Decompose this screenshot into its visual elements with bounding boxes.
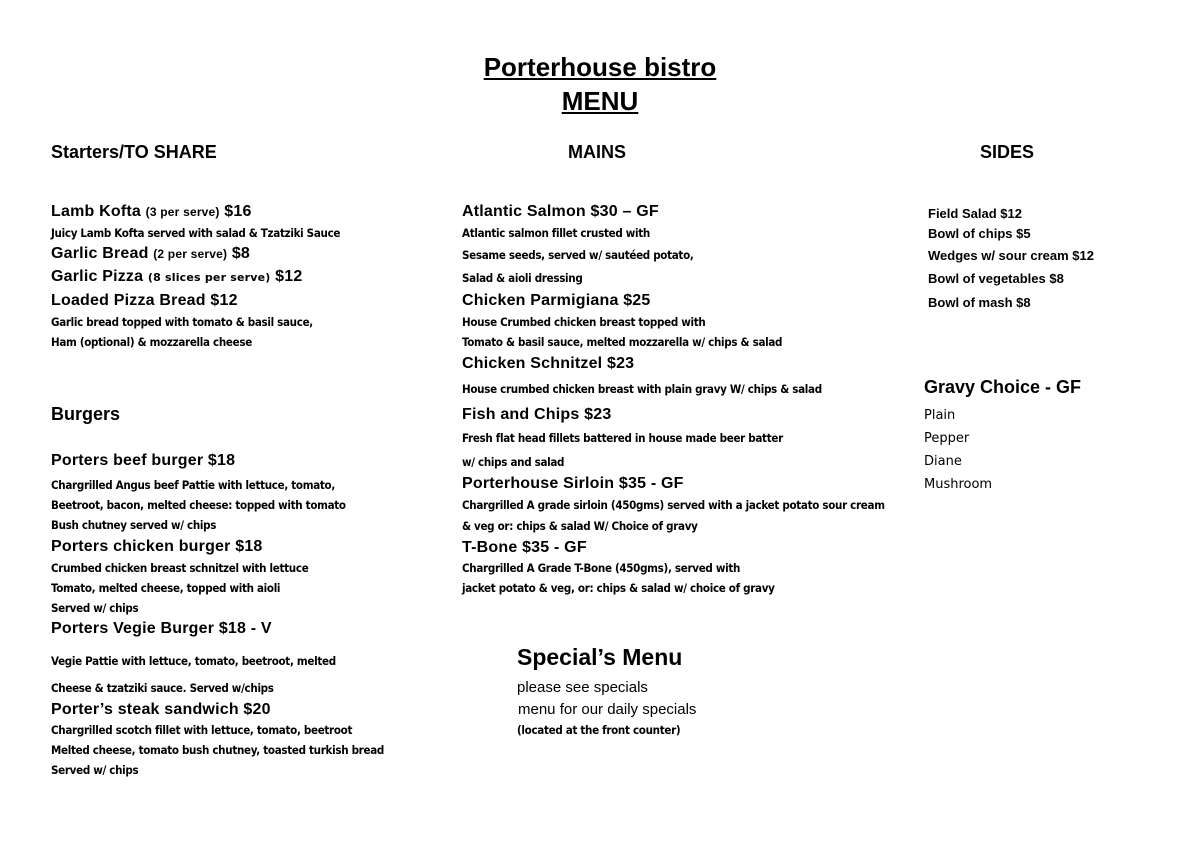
parmigiana-item: Chicken Parmigiana $25 — [462, 292, 651, 309]
beef-burger-desc-2: Beetroot, bacon, melted cheese: topped with tomato — [51, 498, 346, 512]
gravy-heading: Gravy Choice - GF — [924, 377, 1082, 397]
lamb-kofta-name: Lamb Kofta — [51, 203, 146, 220]
fish-chips-item: Fish and Chips $23 — [462, 406, 612, 423]
vegie-burger-desc-1: Vegie Pattie with lettuce, tomato, beetroot, melted — [51, 654, 336, 668]
loaded-pizza-desc-1: Garlic bread topped with tomato & basil sauce, — [51, 315, 313, 329]
chicken-burger-desc-3: Served w/ chips — [51, 601, 139, 615]
side-item: Bowl of vegetables $8 — [928, 271, 1064, 286]
schnitzel-item: Chicken Schnitzel $23 — [462, 355, 635, 372]
garlic-pizza-note: (8 slices per serve) — [147, 271, 271, 284]
restaurant-title: Porterhouse bistro — [483, 52, 717, 82]
parmigiana-desc-2: Tomato & basil sauce, melted mozzarella w/ chips & salad — [462, 335, 783, 349]
parmigiana-desc-1: House Crumbed chicken breast topped with — [462, 315, 706, 329]
garlic-bread-note: (2 per serve) — [153, 247, 228, 261]
beef-burger-item: Porters beef burger $18 — [51, 452, 236, 469]
tbone-item: T-Bone $35 - GF — [462, 539, 587, 556]
menu-title: MENU — [561, 86, 639, 116]
garlic-bread-name: Garlic Bread — [51, 245, 154, 262]
specials-line-2: menu for our daily specials — [518, 701, 697, 718]
fish-chips-desc-2: w/ chips and salad — [462, 455, 565, 469]
vegie-burger-item: Porters Vegie Burger $18 - V — [51, 620, 272, 637]
loaded-pizza-item: Loaded Pizza Bread $12 — [51, 292, 238, 309]
side-item: Bowl of mash $8 — [928, 295, 1031, 310]
garlic-bread-price: $8 — [227, 245, 251, 262]
side-item: Wedges w/ sour cream $12 — [928, 248, 1094, 263]
chicken-burger-desc-2: Tomato, melted cheese, topped with aioli — [51, 581, 281, 595]
beef-burger-desc-1: Chargrilled Angus beef Pattie with lettuce, tomato, — [51, 478, 335, 492]
specials-heading: Special’s Menu — [517, 644, 683, 670]
tbone-desc-1: Chargrilled A Grade T-Bone (450gms), served with — [462, 561, 741, 575]
gravy-item: Mushroom — [924, 477, 993, 492]
steak-sandwich-desc-2: Melted cheese, tomato bush chutney, toasted turkish bread — [51, 743, 384, 757]
side-item: Field Salad $12 — [928, 206, 1022, 221]
sirloin-item: Porterhouse Sirloin $35 - GF — [462, 475, 684, 492]
beef-burger-desc-3: Bush chutney served w/ chips — [51, 518, 217, 532]
gravy-item: Pepper — [924, 431, 970, 446]
specials-line-1: please see specials — [517, 679, 648, 696]
lamb-kofta-price: $16 — [219, 203, 252, 220]
salmon-desc-3: Salad & aioli dressing — [462, 271, 583, 285]
salmon-desc-1: Atlantic salmon fillet crusted with — [462, 226, 650, 240]
vegie-burger-desc-2: Cheese & tzatziki sauce. Served w/chips — [51, 681, 274, 695]
garlic-pizza-name: Garlic Pizza — [51, 268, 148, 285]
sides-heading: SIDES — [980, 142, 1035, 162]
schnitzel-desc-1: House crumbed chicken breast with plain gravy W/ chips & salad — [462, 382, 822, 396]
garlic-pizza-price: $12 — [270, 268, 303, 285]
garlic-bread-item — [51, 245, 250, 263]
lamb-kofta-desc: Juicy Lamb Kofta served with salad & Tzatziki Sauce — [51, 226, 341, 240]
specials-line-3: (located at the front counter) — [517, 723, 681, 737]
gravy-item: Plain — [924, 408, 956, 423]
salmon-item: Atlantic Salmon $30 – GF — [462, 203, 659, 220]
lamb-kofta-note: (3 per serve) — [145, 205, 220, 219]
garlic-pizza-item — [51, 268, 302, 286]
steak-sandwich-desc-3: Served w/ chips — [51, 763, 139, 777]
salmon-desc-2: Sesame seeds, served w/ sautéed potato, — [462, 248, 694, 262]
starters-heading: Starters/TO SHARE — [51, 142, 217, 162]
fish-chips-desc-1: Fresh flat head fillets battered in house made beer batter — [462, 431, 783, 445]
loaded-pizza-desc-2: Ham (optional) & mozzarella cheese — [51, 335, 252, 349]
burgers-heading: Burgers — [51, 404, 121, 424]
side-item: Bowl of chips $5 — [928, 226, 1031, 241]
sirloin-desc-1: Chargrilled A grade sirloin (450gms) served with a jacket potato sour cream — [462, 498, 885, 512]
lamb-kofta-item — [51, 203, 252, 221]
steak-sandwich-item: Porter’s steak sandwich $20 — [51, 701, 271, 718]
tbone-desc-2: jacket potato & veg, or: chips & salad w/ choice of gravy — [462, 581, 775, 595]
chicken-burger-desc-1: Crumbed chicken breast schnitzel with lettuce — [51, 561, 309, 575]
steak-sandwich-desc-1: Chargrilled scotch fillet with lettuce, tomato, beetroot — [51, 723, 353, 737]
sirloin-desc-2: & veg or: chips & salad W/ Choice of gravy — [462, 519, 698, 533]
mains-heading: MAINS — [568, 142, 626, 162]
chicken-burger-item: Porters chicken burger $18 — [51, 538, 263, 555]
gravy-item: Diane — [924, 454, 962, 469]
